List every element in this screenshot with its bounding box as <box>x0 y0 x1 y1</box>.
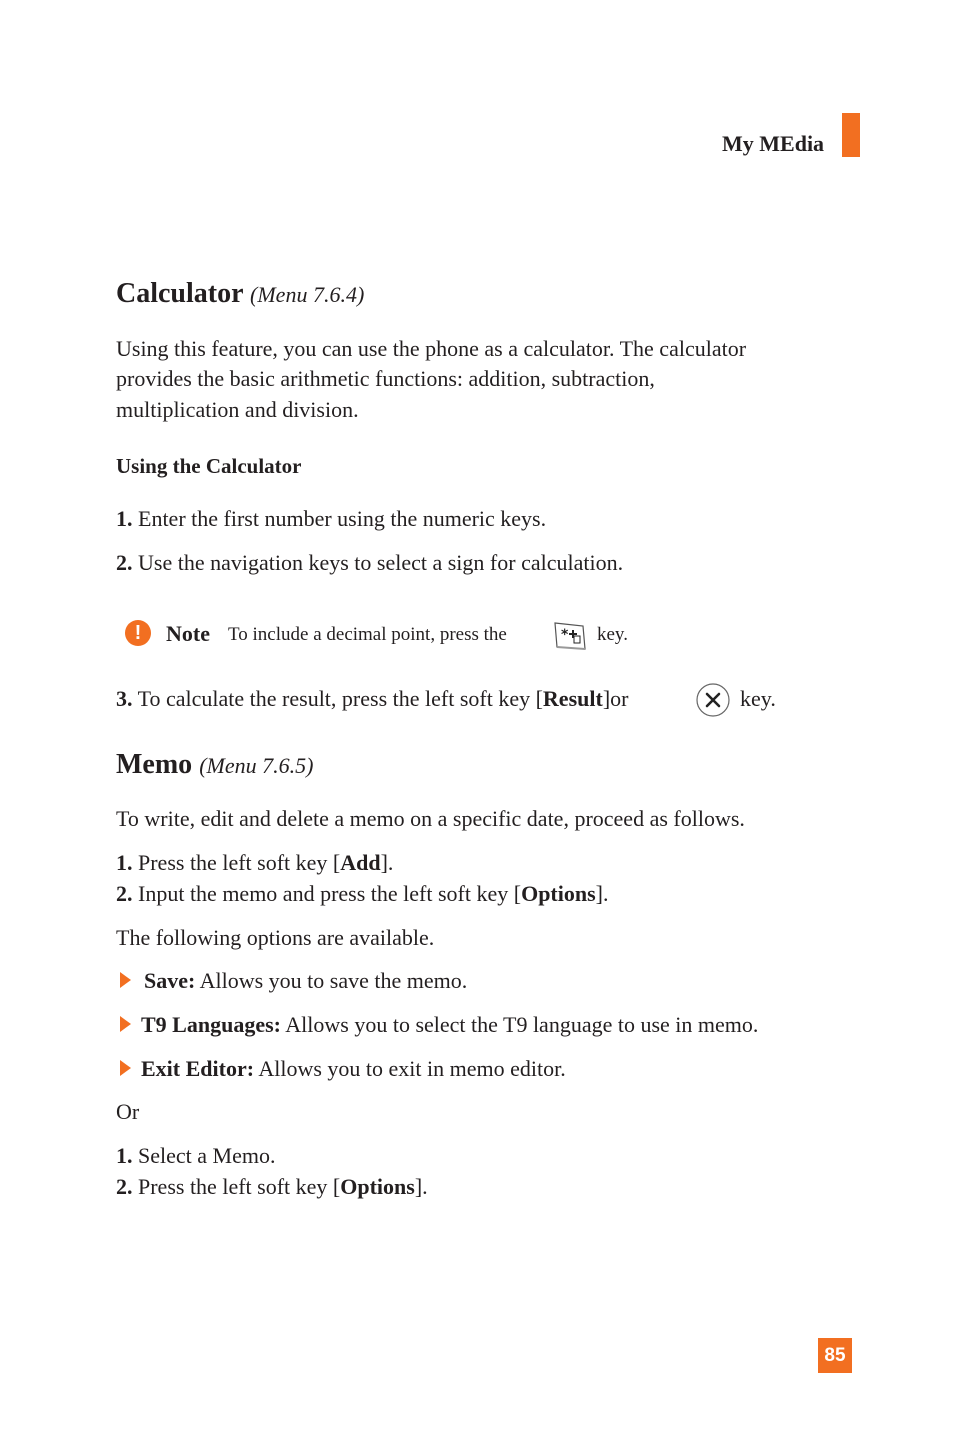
step-number: 1. <box>116 850 133 875</box>
option-text: Allows you to exit in memo editor. <box>254 1056 566 1081</box>
bullet-arrow-icon <box>120 1060 131 1076</box>
step-number: 2. <box>116 1174 133 1199</box>
calculator-intro-line-1: Using this feature, you can use the phone as a calculator. The calculator <box>116 336 747 361</box>
memo-heading <box>116 749 313 781</box>
note-text: To include a decimal point, press the <box>228 624 507 645</box>
option-text: Allows you to select the T9 language to use in memo. <box>280 1012 759 1037</box>
step-number: 1. <box>116 1143 133 1168</box>
option-exit-editor <box>141 1054 566 1084</box>
options-intro: The following options are available. <box>116 925 435 950</box>
step-text: Select a Memo. <box>132 1143 276 1168</box>
memo-title: Memo <box>116 749 193 780</box>
star-key-icon <box>552 620 588 657</box>
step-text-after: ]. <box>595 881 609 906</box>
step-text-after: ]. <box>414 1174 428 1199</box>
exclamation-icon: ! <box>125 620 151 646</box>
option-label: T9 Languages: <box>141 1012 281 1037</box>
memo-alt-step-2 <box>116 1172 428 1202</box>
step-text-after: ]or <box>602 686 629 711</box>
calculator-intro-line-2: provides the basic arithmetic functions: addition, subtraction, <box>116 366 655 391</box>
option-text: Allows you to save the memo. <box>195 968 468 993</box>
step-3-key-word: key. <box>740 686 776 711</box>
x-key-icon <box>695 682 729 716</box>
calculator-step-3 <box>116 684 628 714</box>
options-key-label: Options <box>340 1174 415 1199</box>
memo-step-2 <box>116 879 609 909</box>
step-number: 2. <box>116 881 133 906</box>
option-label: Exit Editor: <box>141 1056 255 1081</box>
svg-text:*: * <box>561 627 569 643</box>
calculator-step-2 <box>116 548 623 578</box>
memo-step-1 <box>116 848 393 878</box>
calculator-step-1 <box>116 504 546 534</box>
step-number: 1. <box>116 506 133 531</box>
step-text: Press the left soft key [ <box>132 850 341 875</box>
option-label: Save: <box>144 968 196 993</box>
step-number: 2. <box>116 550 133 575</box>
step-text: Press the left soft key [ <box>132 1174 341 1199</box>
calculator-heading <box>116 278 364 310</box>
memo-alt-step-1 <box>116 1141 275 1171</box>
using-calculator-subheading: Using the Calculator <box>116 454 302 478</box>
note-label: Note <box>166 621 210 646</box>
calculator-menu-ref: (Menu 7.6.4) <box>250 282 365 307</box>
header-accent-bar <box>842 113 860 157</box>
calculator-intro-line-3: multiplication and division. <box>116 397 359 422</box>
bullet-arrow-icon <box>120 1016 131 1032</box>
result-key-label: Result <box>542 686 603 711</box>
step-number: 3. <box>116 686 133 711</box>
section-header: My MEdia <box>722 131 825 156</box>
page-number: 85 <box>818 1338 852 1373</box>
options-key-label: Options <box>521 881 596 906</box>
bullet-arrow-icon <box>120 972 131 988</box>
option-t9-languages <box>141 1010 758 1040</box>
option-save <box>144 966 467 996</box>
add-key-label: Add <box>340 850 381 875</box>
memo-intro: To write, edit and delete a memo on a specific date, proceed as follows. <box>116 806 745 831</box>
note-key-word: key. <box>597 624 628 645</box>
step-text-after: ]. <box>380 850 394 875</box>
or-text: Or <box>116 1099 140 1124</box>
step-text: Enter the first number using the numeric keys. <box>132 506 547 531</box>
calculator-title: Calculator <box>116 278 244 309</box>
step-text: Use the navigation keys to select a sign for calculation. <box>132 550 624 575</box>
step-text: Input the memo and press the left soft key [ <box>132 881 522 906</box>
memo-menu-ref: (Menu 7.6.5) <box>199 753 314 778</box>
step-text: To calculate the result, press the left soft key [ <box>132 686 543 711</box>
